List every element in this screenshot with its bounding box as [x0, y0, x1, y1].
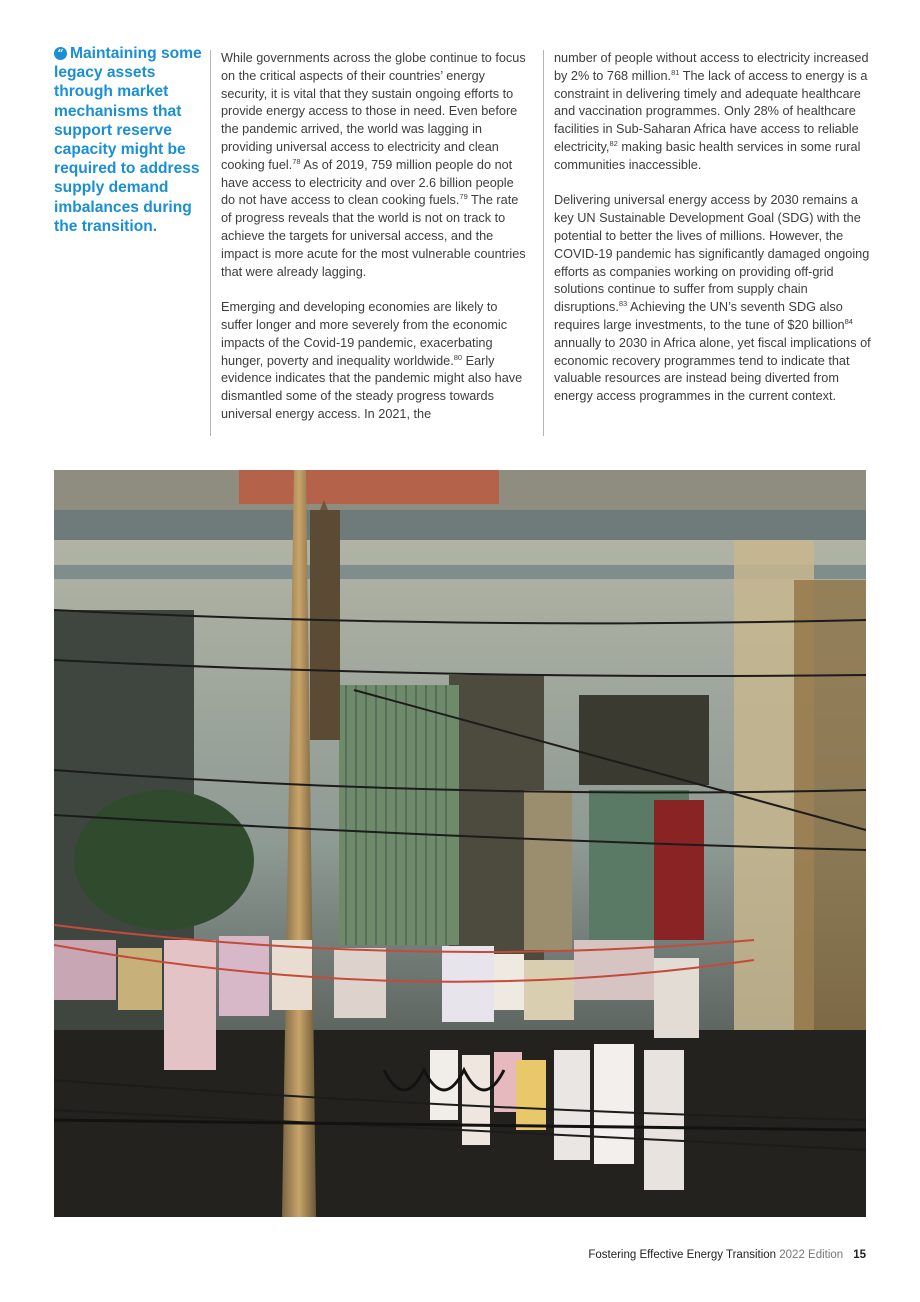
text-run: making basic health services in some rural communities inaccessible. [554, 139, 861, 172]
footnote-ref: 79 [459, 192, 468, 202]
pull-quote-text: Maintaining some legacy assets through market mechanisms that support reserve capacity might be required to address supply demand imbalances during the transition. [54, 45, 202, 235]
text-column-2 [543, 50, 873, 436]
text-run: Delivering universal energy access by 2030 remains a key UN Sustainable Development Goal (SDG) with the potential to better the lives of millions. However, the COVID-19 pandemic has significantly damaged ongoing efforts as companies working on providing off-grid solutions continue to suffer from supply chain disruptions. [554, 193, 870, 315]
photo-illustration [54, 470, 866, 1217]
text-run: number of people without access to electricity increased by 2% to 768 million. [554, 51, 869, 83]
footnote-ref: 80 [453, 352, 463, 362]
paragraph [554, 50, 873, 175]
footnote-ref: 78 [292, 156, 301, 166]
text-column-1 [210, 50, 528, 436]
footnote-ref: 83 [618, 299, 628, 309]
footnote-ref: 84 [844, 316, 853, 326]
street-photo [54, 470, 866, 1217]
paragraph [221, 299, 528, 424]
paragraph [221, 50, 528, 281]
text-run: The lack of access to energy is a constraint in delivering timely and adequate healthcare and vaccination programmes. Only 28% of healthcare facilities in Sub-Saharan Africa have access to reliable electricity, [554, 68, 868, 154]
page-number: 15 [853, 1249, 866, 1261]
footnote-ref: 82 [609, 138, 618, 148]
edition-label: 2022 Edition [776, 1249, 844, 1261]
text-run: Early evidence indicates that the pandemic might also have dismantled some of the steady progress towards universal energy access. In 2021, the [221, 353, 523, 421]
page-footer [588, 1249, 866, 1261]
text-run: While governments across the globe continue to focus on the critical aspects of their countries’ energy security, it is vital that they sustain ongoing efforts to provide energy access to those in need. Even before the pandemic arrived, the world was lagging in providing universal access to electricity and clean cooking fuel. [221, 51, 526, 172]
quote-icon: “ [54, 47, 67, 60]
text-run: Achieving the UN’s seventh SDG also requires large investments, to the tune of $20 billion [554, 300, 845, 332]
text-run: Emerging and developing economies are likely to suffer longer and more severely from the economic impacts of the Covid-19 pandemic, exacerbating hunger, poverty and inequality worldwide. [221, 300, 508, 368]
text-run: As of 2019, 759 million people do not have access to electricity and over 2.6 billion people do not have access to clean cooking fuels. [221, 157, 514, 208]
paragraph [554, 192, 873, 406]
text-run: annually to 2030 in Africa alone, yet fiscal implications of economic recovery programmes tend to indicate that valuable resources are instead being diverted from energy access programmes in the current context. [554, 335, 871, 404]
footnote-ref: 81 [671, 67, 680, 77]
report-title: Fostering Effective Energy Transition [588, 1249, 777, 1261]
pull-quote [54, 44, 206, 236]
text-run: The rate of progress reveals that the world is not on track to achieve the targets for universal access, and the impact is more acute for the most vulnerable countries that were already lagging. [221, 193, 526, 279]
